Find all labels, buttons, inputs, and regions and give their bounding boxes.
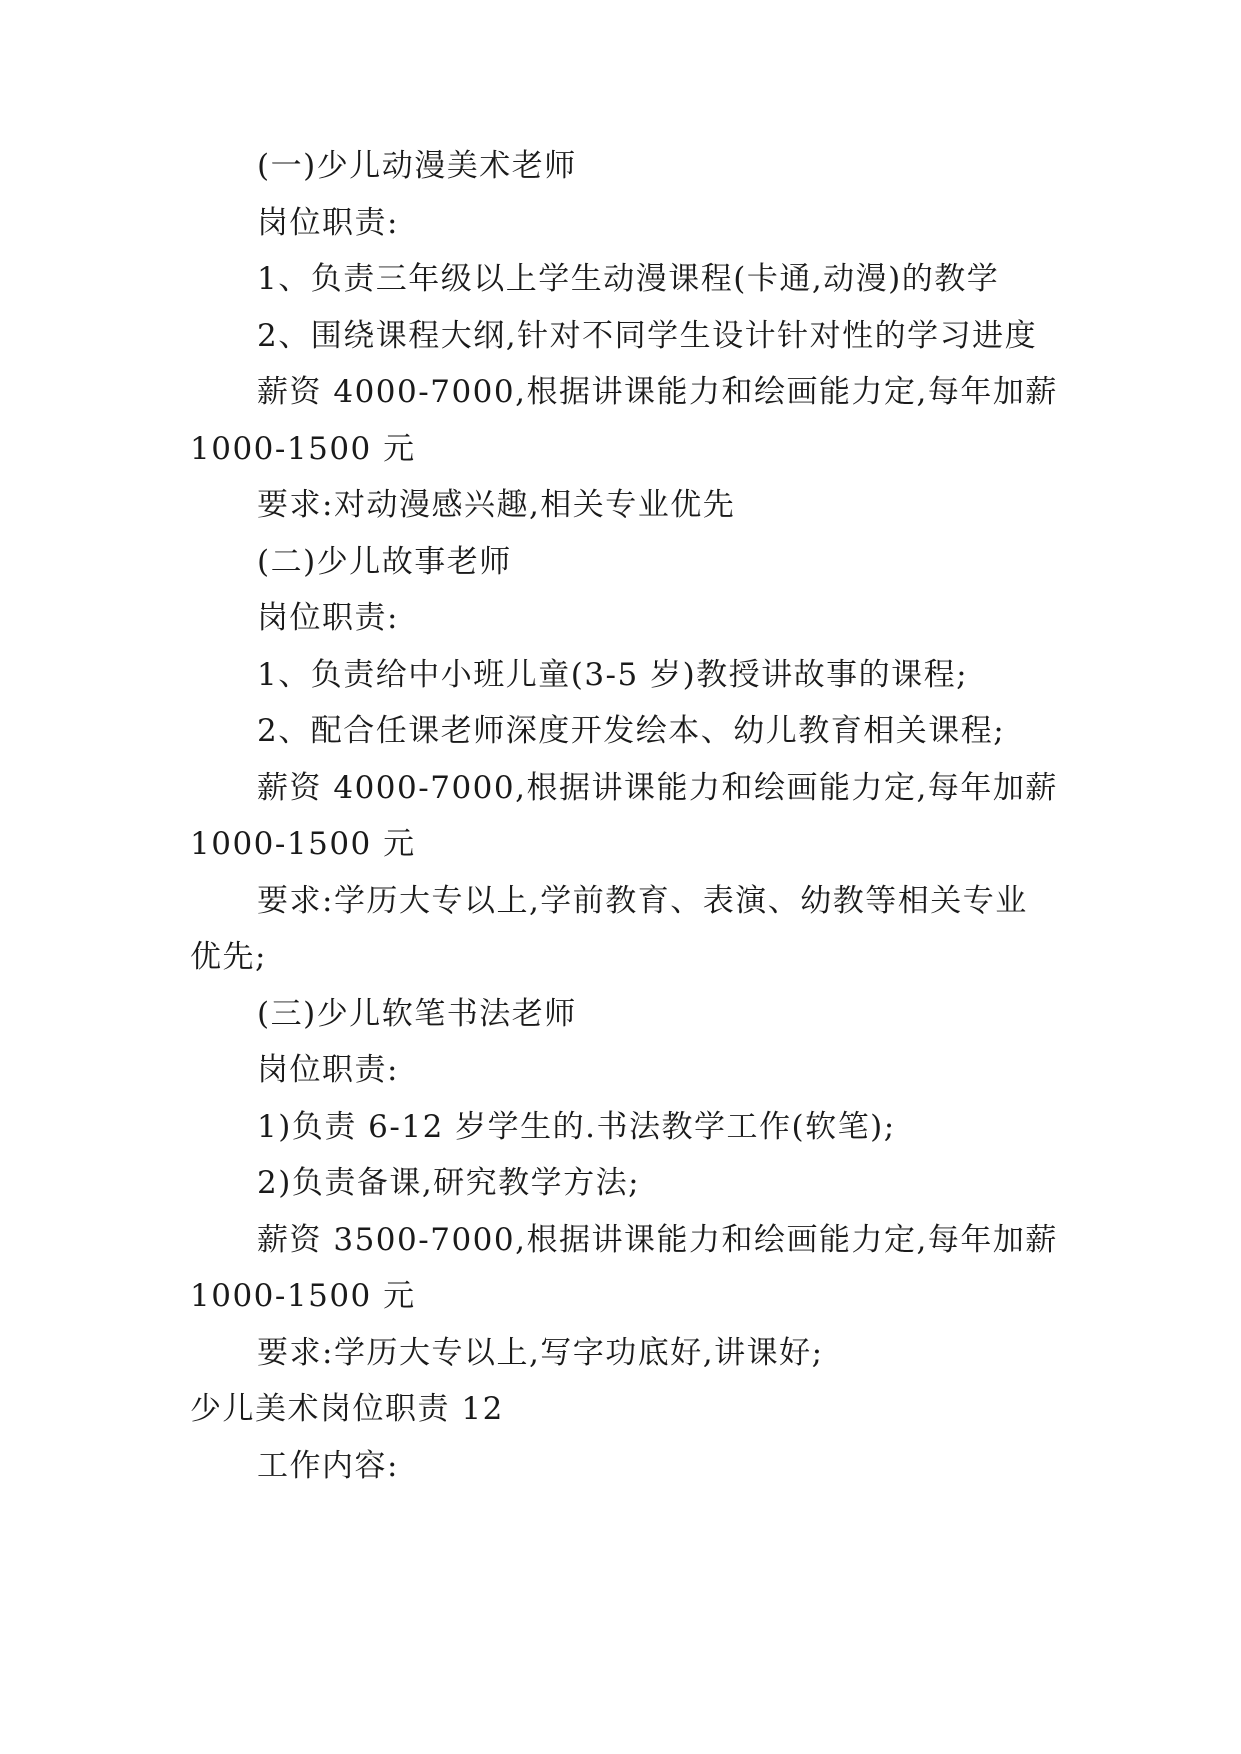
work-content-label: 工作内容: (257, 1448, 399, 1484)
salary-text-continued: 1000-1500 元 (190, 431, 416, 467)
section-heading-3: (三)少儿软笔书法老师 (257, 996, 577, 1032)
duties-label: 岗位职责: (257, 600, 399, 636)
duties-label: 岗位职责: (257, 205, 399, 241)
duty-item: 2)负责备课,研究教学方法; (257, 1165, 641, 1201)
requirements-text-continued: 优先; (190, 939, 267, 975)
document-section-title: 少儿美术岗位职责 12 (190, 1391, 504, 1427)
requirements-text: 要求:学历大专以上,学前教育、表演、幼教等相关专业 (257, 883, 1028, 919)
salary-text-continued: 1000-1500 元 (190, 826, 416, 862)
duty-item: 1、负责给中小班儿童(3-5 岁)教授讲故事的课程; (257, 657, 969, 693)
section-heading-2: (二)少儿故事老师 (257, 544, 512, 580)
requirements-text: 要求:对动漫感兴趣,相关专业优先 (257, 487, 736, 523)
section-heading-1: (一)少儿动漫美术老师 (257, 148, 577, 184)
salary-text: 薪资 4000-7000,根据讲课能力和绘画能力定,每年加薪 (257, 374, 1058, 410)
duty-item: 2、围绕课程大纲,针对不同学生设计针对性的学习进度 (257, 318, 1038, 354)
duty-item: 1、负责三年级以上学生动漫课程(卡通,动漫)的教学 (257, 261, 1000, 297)
duty-item: 2、配合任课老师深度开发绘本、幼儿教育相关课程; (257, 713, 1006, 749)
salary-text: 薪资 4000-7000,根据讲课能力和绘画能力定,每年加薪 (257, 770, 1058, 806)
duties-label: 岗位职责: (257, 1052, 399, 1088)
salary-text: 薪资 3500-7000,根据讲课能力和绘画能力定,每年加薪 (257, 1222, 1058, 1258)
requirements-text: 要求:学历大专以上,写字功底好,讲课好; (257, 1335, 824, 1371)
salary-text-continued: 1000-1500 元 (190, 1278, 416, 1314)
duty-item: 1)负责 6-12 岁学生的.书法教学工作(软笔); (257, 1109, 896, 1145)
